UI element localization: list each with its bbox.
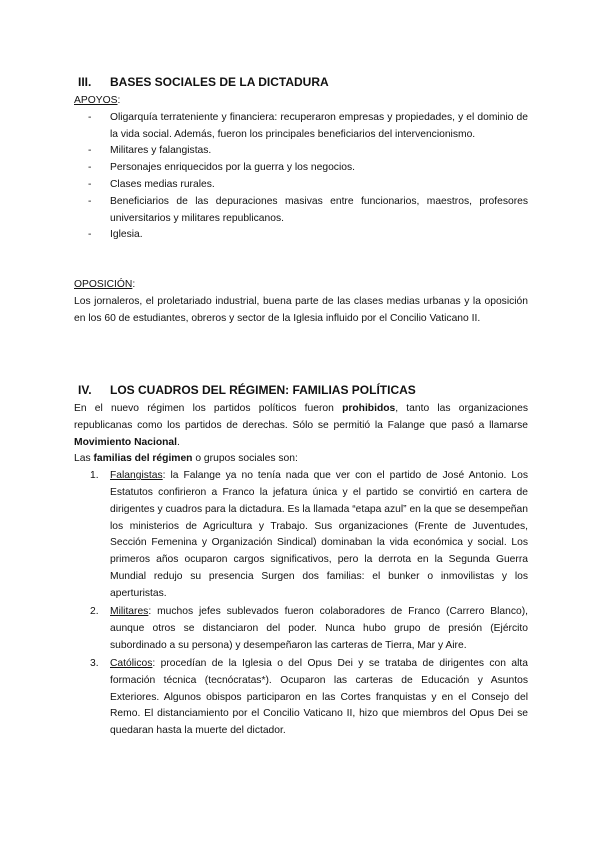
section-iii-heading xyxy=(74,74,329,91)
list-item: 2. Militares: muchos jefes sublevados fueron colaboradores de Franco (Carrero Blanco), aunque otros se distanciaron del poder. Nunca hubo grupo de presión (Ejército subordinado a su persona) y desempeñaron las carteras de Tierra, Mar y Aire. xyxy=(90,606,528,651)
apoyos-label: APOYOS xyxy=(74,95,118,106)
item-label: Católicos xyxy=(110,657,153,669)
list-item: 3. Católicos: procedían de la Iglesia o del Opus Dei y se trataba de dirigentes con alta formación técnica (tecnócratas*). Ocuparon las carteras de Educación y Asuntos Exteriores. Algunos obispos participaron en las Cortes franquistas y en el Consejo del Remo. El distanciamiento por el Concilio Vaticano II, hizo que miembros del Opus Dei se quedaran hasta la muerte del dictador. xyxy=(90,657,528,737)
section-title: BASES SOCIALES DE LA DICTADURA xyxy=(110,75,329,89)
list-item: - Iglesia. xyxy=(110,227,528,244)
families-list xyxy=(74,468,528,740)
oposicion-label: OPOSICIÓN xyxy=(74,279,133,290)
oposicion-heading: OPOSICIÓN: xyxy=(74,279,136,290)
list-item: 1. Falangistas: la Falange ya no tenía nada que ver con el partido de José Antonio. Los Estatutos confirieron a Franco la jefatura única y el partido se convirtió en cartera de dirigentes y cuadros para la dictadura. Es la llamada “etapa azul” en la que se desempeñan los ministerios de Agricultura y Trabajo. Sus organizaciones (Frente de Juventudes, Sección Femenina y Organización Sindical) dominaban la vida económica y social. Los primeros años ocuparon cargos significativos, pero la derrota en la Segunda Guerra Mundial redujo su presencia Surgen dos familias: el bunker o inmovilistas y los aperturistas. xyxy=(90,470,528,599)
section-iv-heading xyxy=(74,382,416,399)
list-item: - Oligarquía terrateniente y financiera: recuperaron empresas y propiedades, y el dominio de la vida social. Además, fueron los principales beneficiarios del intervencionismo. xyxy=(110,110,528,144)
section-number: IV. xyxy=(78,383,92,397)
item-label: Militares xyxy=(110,606,149,618)
list-item: - Militares y falangistas. xyxy=(110,143,528,160)
list-item: - Personajes enriquecidos por la guerra y los negocios. xyxy=(110,160,528,177)
apoyos-block xyxy=(74,93,528,244)
section-title: LOS CUADROS DEL RÉGIMEN: FAMILIAS POLÍTICAS xyxy=(110,383,416,397)
apoyos-heading: APOYOS: xyxy=(74,95,121,106)
apoyos-list xyxy=(74,110,528,244)
section-number: III. xyxy=(78,75,92,89)
families-intro: Las familias del régimen o grupos sociales son: xyxy=(74,453,298,465)
list-item: - Beneficiarios de las depuraciones masivas entre funcionarios, maestros, profesores universitarios y militares republicanos. xyxy=(110,194,528,228)
section-iv-body xyxy=(74,401,528,741)
oposicion-block xyxy=(74,277,528,327)
item-label: Falangistas xyxy=(110,470,163,482)
list-item: - Clases medias rurales. xyxy=(110,177,528,194)
intro-paragraph: En el nuevo régimen los partidos políticos fueron prohibidos, tanto las organizaciones republicanas como los partidos de derechas. Sólo se permitió la Falange que pasó a llamarse Movimiento Nacional. xyxy=(74,403,528,448)
oposicion-paragraph: Los jornaleros, el proletariado industrial, buena parte de las clases medias urbanas y la oposición en los 60 de estudiantes, obreros y sector de la Iglesia influido por el Concilio Vaticano II. xyxy=(74,295,528,324)
